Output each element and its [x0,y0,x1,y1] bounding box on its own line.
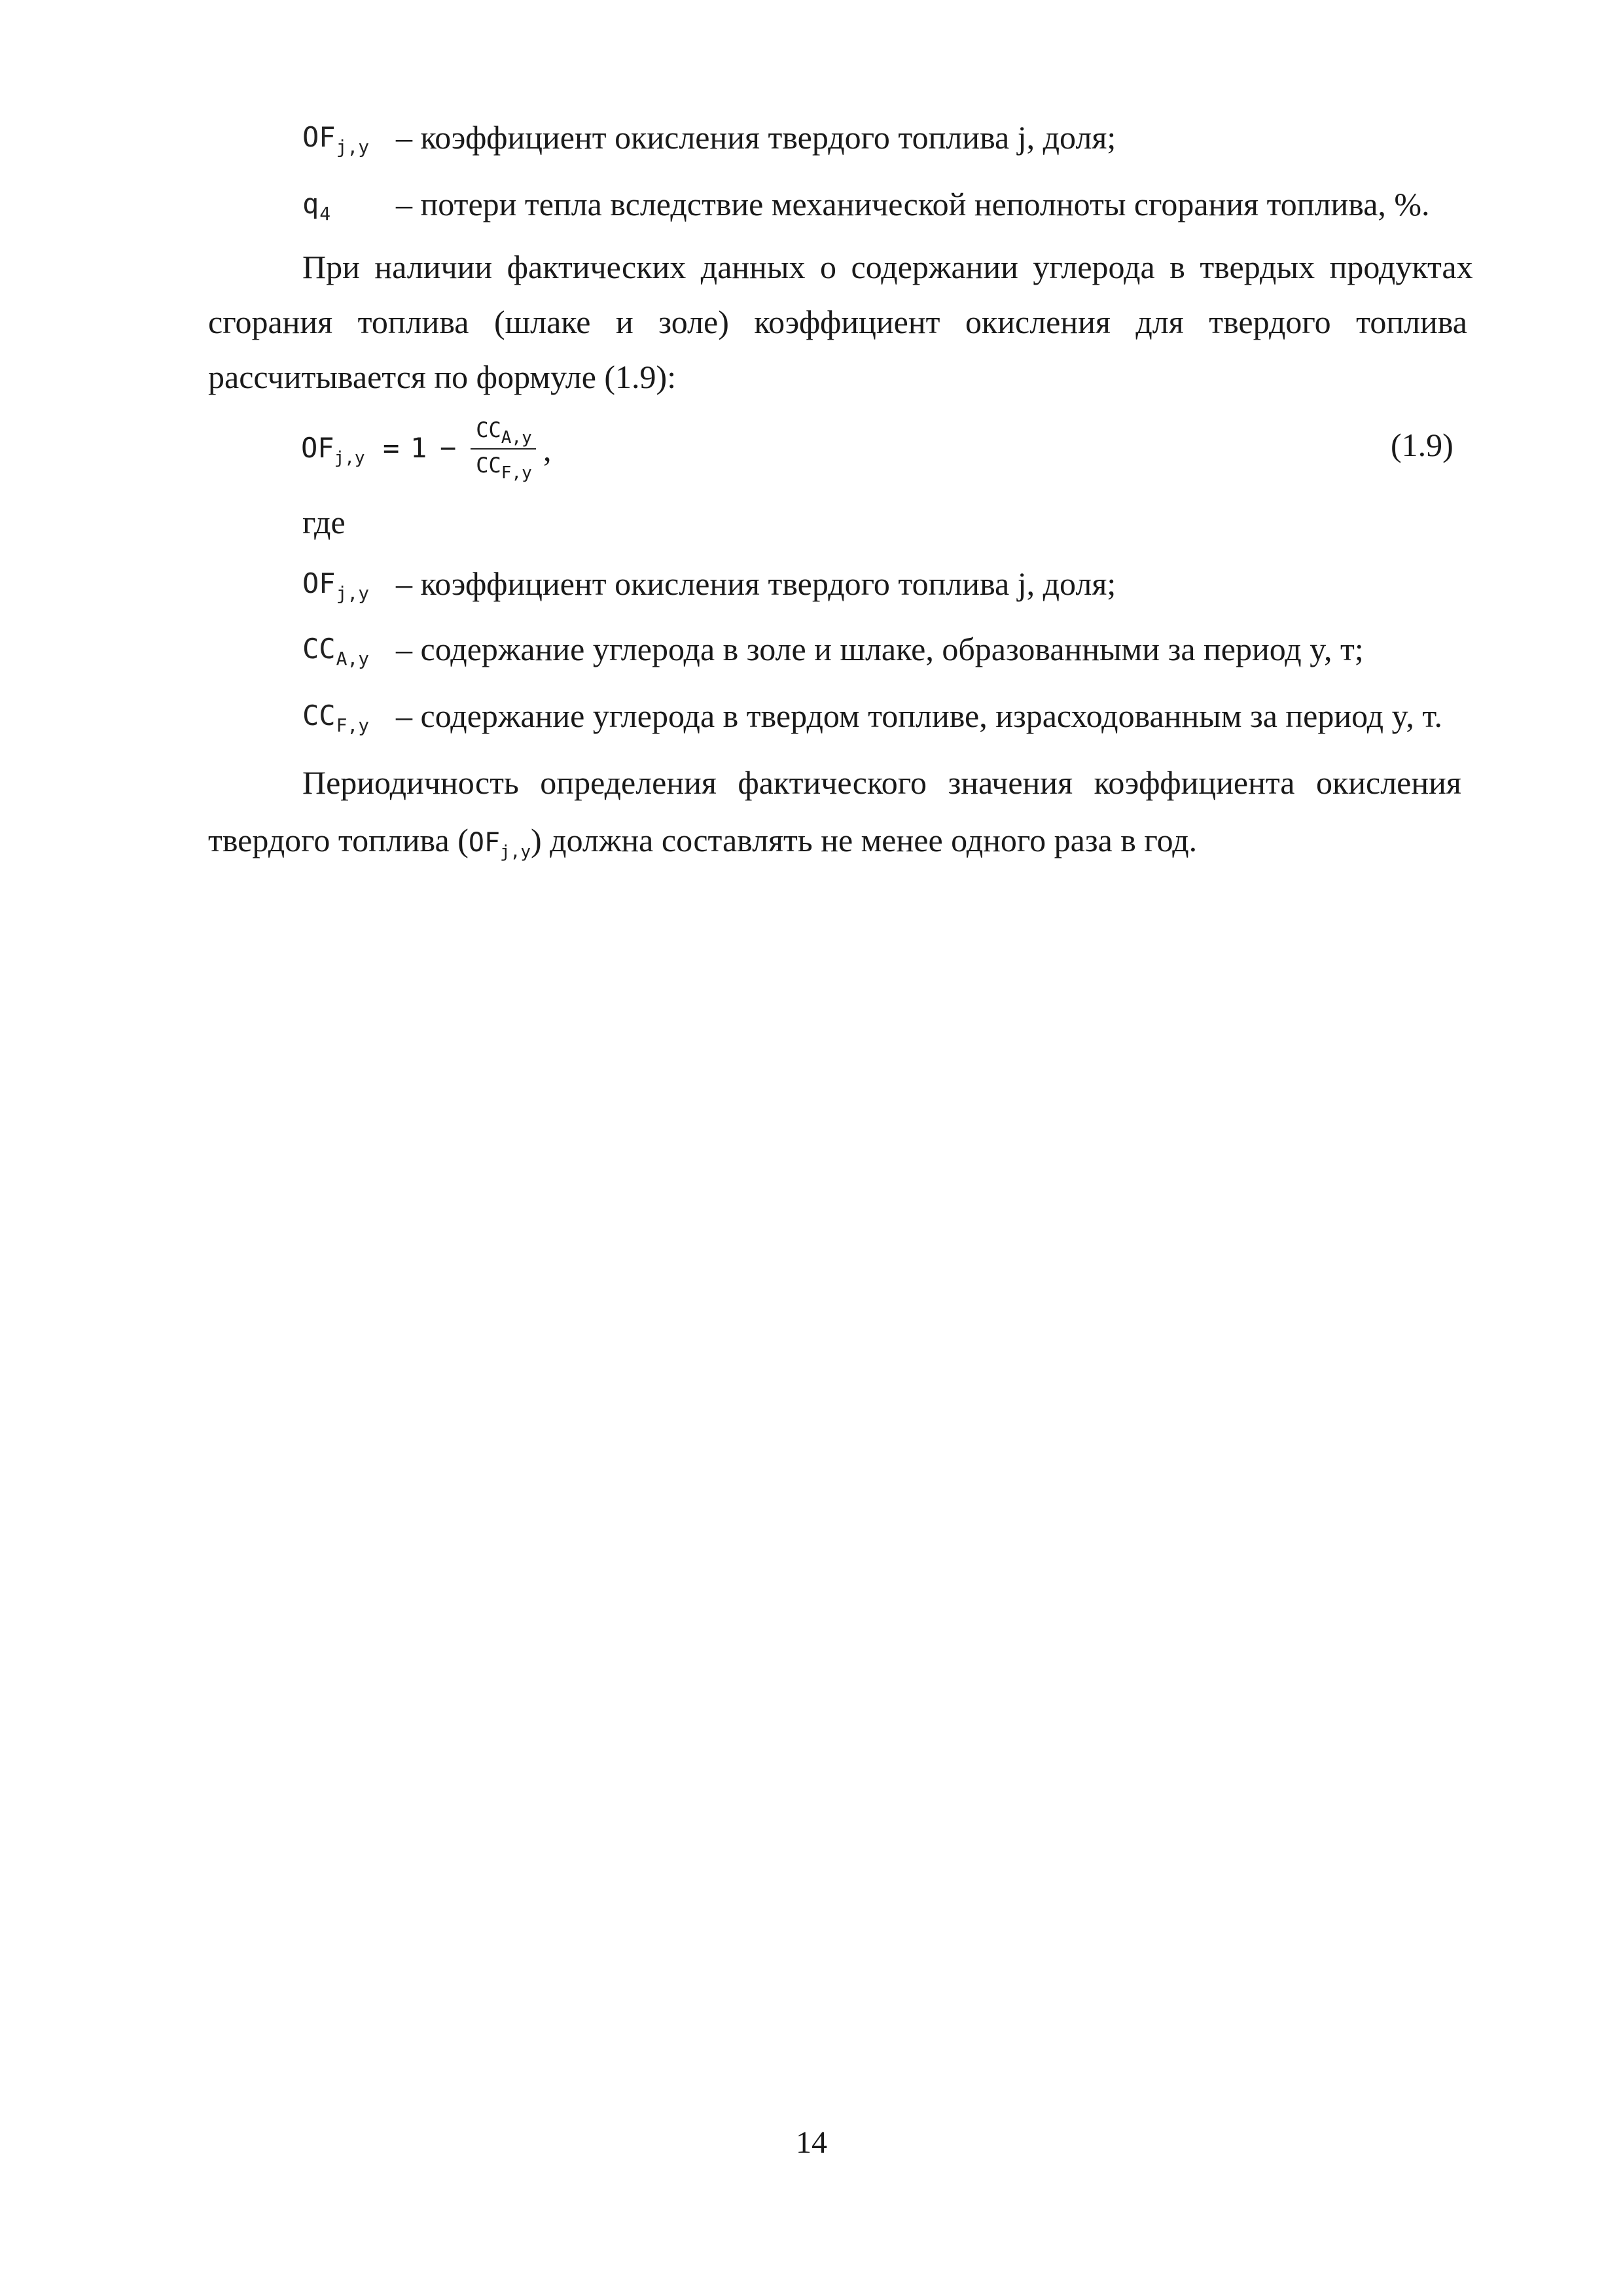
equals-sign: = [383,432,400,464]
symbol-q4: $q_4$ [302,188,331,224]
symbol-cc-fy: $CC_{F,y}$ [302,699,370,736]
minus-sign: − [440,432,457,464]
fraction-bar [471,448,536,450]
paragraph-line: твердого топлива $(OF_{j,y})$ должна составлять не менее одного раза в год. [208,822,1198,862]
paragraph-line: рассчитывается по формуле (1.9): [208,359,677,395]
formula-1-9 [301,415,576,487]
definition-text: – коэффициент окисления твердого топлива j, доля; [396,119,1116,156]
paragraph-line: При наличии фактических данных о содержании углерода в твердых продуктах [302,249,1473,285]
symbol-of-jy: $OF_{j,y}$ [302,121,370,158]
definition-text: – содержание углерода в твердом топливе, израсходованным за период y, т. [396,698,1442,734]
page-number: 14 [796,2125,827,2160]
formula-lhs: $OF_{j,y}$ [301,432,365,468]
fraction-denominator: $CC_{F,y}$ [476,453,532,483]
paragraph-line: сгорания топлива (шлаке и золе) коэффициент окисления для твердого топлива [208,304,1467,340]
symbol-cc-ay: $CC_{A,y}$ [302,633,370,669]
fraction-numerator: $CC_{A,y}$ [476,417,532,448]
where-label: где [302,504,346,540]
definition-text: – потери тепла вследствие механической неполноты сгорания топлива, %. [396,186,1430,222]
formula-one: 1 [410,432,427,464]
symbol-of-jy: $OF_{j,y}$ [302,567,370,604]
equation-number: (1.9) [1391,427,1454,463]
paragraph-line: Периодичность определения фактического значения коэффициента окисления [302,764,1461,801]
inline-symbol-of-jy: $OF_{j,y}$ [468,828,531,862]
formula-comma: , [543,431,552,468]
definition-text: – коэффициент окисления твердого топлива j, доля; [396,565,1116,602]
definition-text: – содержание углерода в золе и шлаке, образованными за период y, т; [396,631,1364,667]
